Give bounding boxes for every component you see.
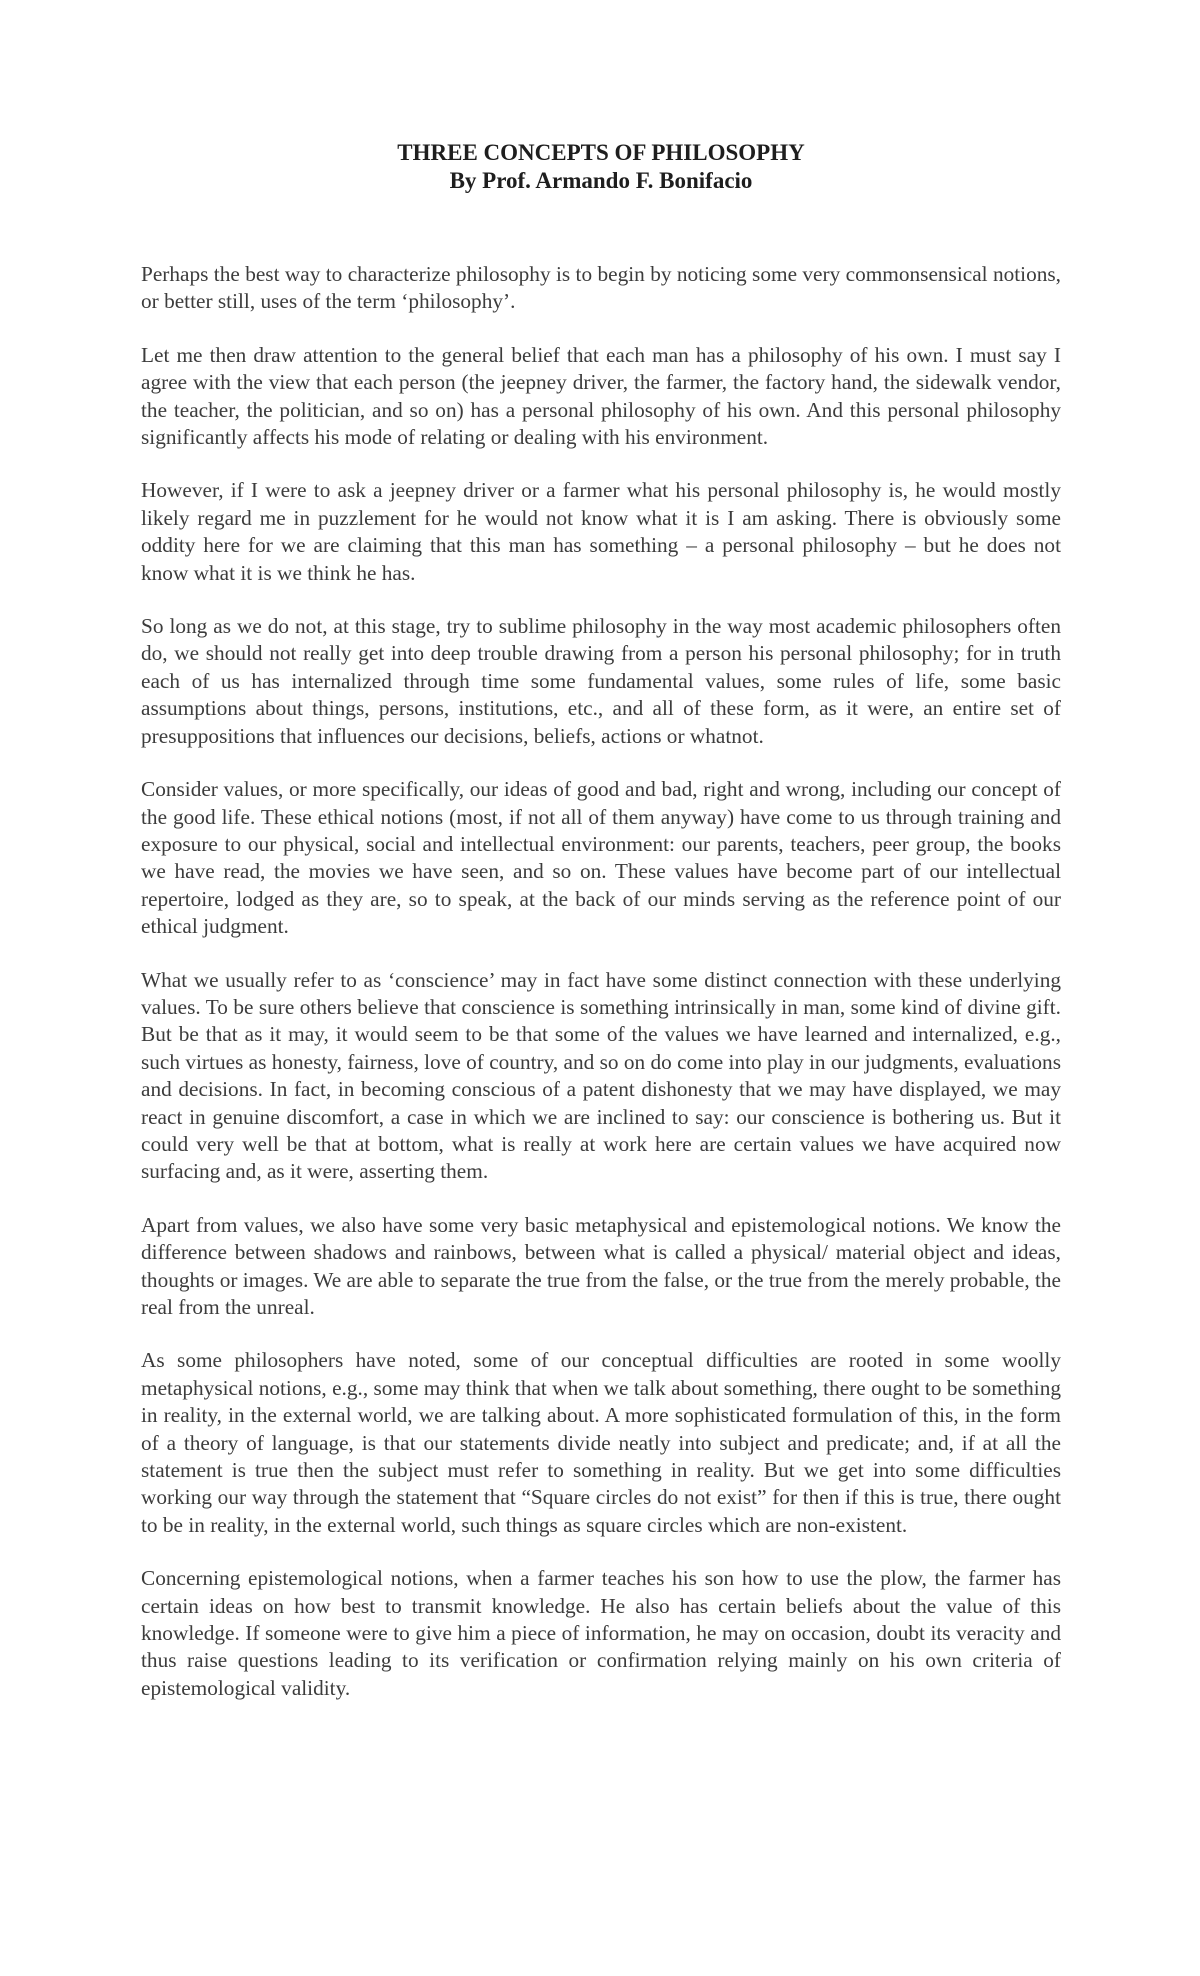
paragraph-6: What we usually refer to as ‘conscience’ may in fact have some distinct connection with these underlying values. To be sure others believe that conscience is something intrinsically in man, some kind of divine gift. But be that as it may, it would seem to be that some of the values we have learned and internalized, e.g., such virtues as honesty, fairness, love of country, and so on do come into play in our judgments, evaluations and decisions. In fact, in becoming conscious of a patent dishonesty that we may have displayed, we may react in genuine discomfort, a case in which we are inclined to say: our conscience is bothering us. But it could very well be that at bottom, what is really at work here are certain values we have acquired now surfacing and, as it were, asserting them. (141, 967, 1061, 1184)
paragraph-2: Let me then draw attention to the general belief that each man has a philosophy of his own. I must say I agree with the view that each person (the jeepney driver, the farmer, the factory hand, the sidewalk vendor, the teacher, the politician, and so on) has a personal philosophy of his own. And this personal philosophy significantly affects his mode of relating or dealing with his environment. (141, 342, 1061, 450)
title-block (141, 139, 1061, 195)
document-page (141, 0, 1061, 1728)
document-body (141, 261, 1061, 1702)
paragraph-9: Concerning epistemological notions, when a farmer teaches his son how to use the plow, the farmer has certain ideas on how best to transmit knowledge. He also has certain beliefs about the value of this knowledge. If someone were to give him a piece of information, he may on occasion, doubt its veracity and thus raise questions leading to its verification or confirmation relying mainly on his own criteria of epistemological validity. (141, 1566, 1061, 1700)
paragraph-7: Apart from values, we also have some very basic metaphysical and epistemological notions. We know the difference between shadows and rainbows, between what is called a physical/ material object and ideas, thoughts or images. We are able to separate the true from the false, or the true from the merely probable, the real from the unreal. (141, 1212, 1061, 1319)
paragraph-3: However, if I were to ask a jeepney driver or a farmer what his personal philosophy is, he would mostly likely regard me in puzzlement for he would not know what it is I am asking. There is obviously some oddity here for we are claiming that this man has something – a personal philosophy – but he does not know what it is we think he has. (141, 478, 1061, 585)
document-author: By Prof. Armando F. Bonifacio (449, 168, 753, 193)
paragraph-5: Consider values, or more specifically, our ideas of good and bad, right and wrong, including our concept of the good life. These ethical notions (most, if not all of them anyway) have come to us through training and exposure to our physical, social and intellectual environment: our parents, teachers, peer group, the books we have read, the movies we have seen, and so on. These values have become part of our intellectual repertoire, lodged as they are, so to speak, at the back of our minds serving as the reference point of our ethical judgment. (141, 777, 1061, 939)
paragraph-4: So long as we do not, at this stage, try to sublime philosophy in the way most academic philosophers often do, we should not really get into deep trouble drawing from a person his personal philosophy; for in truth each of us has internalized through time some fundamental values, some rules of life, some basic assumptions about things, persons, institutions, etc., and all of these form, as it were, an entire set of presuppositions that influences our decisions, beliefs, actions or whatnot. (141, 614, 1061, 748)
paragraph-8: As some philosophers have noted, some of our conceptual difficulties are rooted in some woolly metaphysical notions, e.g., some may think that when we talk about something, there ought to be something in reality, in the external world, we are talking about. A more sophisticated formulation of this, in the form of a theory of language, is that our statements divide neatly into subject and predicate; and, if at all the statement is true then the subject must refer to something in reality. But we get into some difficulties working our way through the statement that “Square circles do not exist” for then if this is true, there ought to be in reality, in the external world, such things as square circles which are non-existent. (141, 1348, 1061, 1537)
document-title: THREE CONCEPTS OF PHILOSOPHY (397, 140, 805, 165)
paragraph-1: Perhaps the best way to characterize philosophy is to begin by noticing some very commonsensical notions, or better still, uses of the term ‘philosophy’. (141, 262, 1061, 314)
